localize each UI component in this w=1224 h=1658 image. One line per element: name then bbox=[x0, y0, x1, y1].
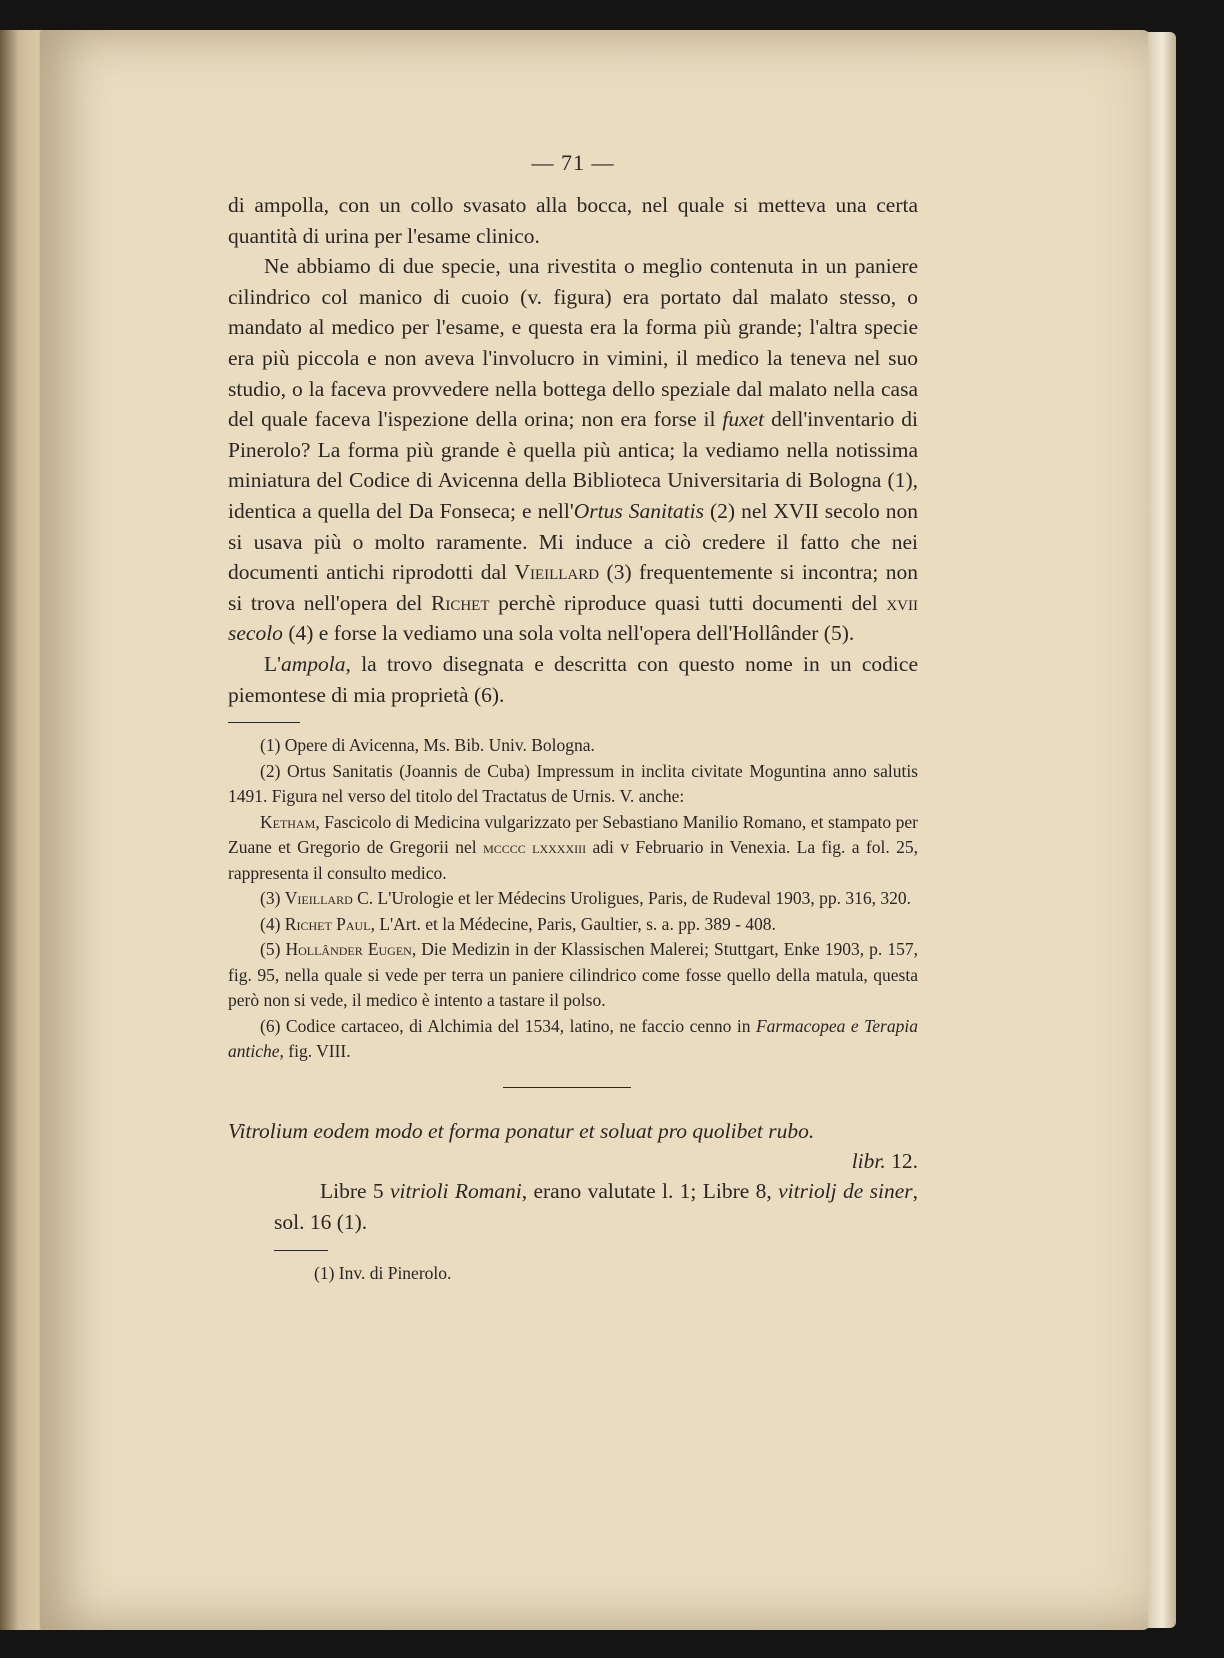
after-paragraph bbox=[228, 1176, 918, 1238]
p2-secolo: secolo bbox=[228, 621, 283, 646]
fn3-pre: (3) bbox=[260, 888, 285, 909]
p2-ortus-sanitatis: Ortus Sanitatis bbox=[573, 498, 704, 523]
after-b: , erano valutate l. 1; Libre 8, bbox=[521, 1178, 779, 1203]
fn5-pre: (5) bbox=[260, 939, 286, 960]
p2-text-b: dell'inventario di Pinerolo? La forma più grande è quella più antica; la vediamo nella notissima miniatura del Codice di Avicenna della Biblioteca Universitaria di Bologna (1), identica a quella del Da Fonseca; e nell' bbox=[228, 407, 918, 523]
after-text bbox=[228, 1176, 918, 1238]
footnote-6 bbox=[228, 1014, 918, 1065]
p2-text-e: perchè riproduce quasi tutti documenti del bbox=[489, 590, 887, 615]
footnote-1: (1) Opere di Avicenna, Ms. Bib. Univ. Bologna. bbox=[260, 735, 595, 756]
fn2b-date: mcccc lxxxxiii bbox=[483, 837, 587, 858]
quote-libr: libr. bbox=[851, 1148, 886, 1173]
page-number: — 71 — bbox=[531, 150, 615, 175]
fn4-pre: (4) bbox=[260, 913, 285, 934]
fn6-rest: , fig. VIII. bbox=[279, 1041, 351, 1062]
footnote-4 bbox=[228, 912, 918, 938]
p2-fuxet: fuxet bbox=[722, 407, 765, 432]
fn5-rest: , Die Medizin in der Klassischen Malerei; Stuttgart, Enke 1903, p. 157, fig. 95, nella quale si vede per terra un paniere cilindrico come fosse quello della matula, questa però non si vede, il medico è intento a tastare il polso. bbox=[228, 939, 918, 1011]
footnote-divider-2 bbox=[274, 1250, 328, 1251]
footnote-2: (2) Ortus Sanitatis (Joannis de Cuba) Impressum in inclita civitate Moguntina anno salutis 1491. Figura nel verso del titolo del Tractatus de Urnis. V. anche: bbox=[228, 760, 918, 807]
page-stack-edge bbox=[1148, 32, 1176, 1628]
p2-text-f: (4) e forse la vediamo una sola volta nell'opera dell'Hollânder (5). bbox=[282, 621, 855, 646]
fn4-rest: , L'Art. et la Médecine, Paris, Gaultier, s. a. pp. 389 - 408. bbox=[370, 913, 776, 934]
footnote-2b bbox=[228, 810, 918, 887]
footnotes bbox=[228, 733, 918, 1065]
after-a: Libre 5 bbox=[320, 1178, 390, 1203]
paragraph-1: di ampolla, con un collo svasato alla bocca, nel quale si metteva una certa quantità di urina per l'esame clinico. bbox=[228, 193, 918, 248]
p2-vieillard: Vieillard bbox=[514, 560, 600, 585]
footnote-last: (1) Inv. di Pinerolo. bbox=[314, 1262, 452, 1283]
latin-quote bbox=[228, 1116, 918, 1176]
section-divider bbox=[503, 1087, 631, 1088]
fn5-name: Hollânder Eugen bbox=[285, 939, 412, 960]
p2-richet: Richet bbox=[431, 590, 490, 615]
after-vitriolj: vitriolj de siner bbox=[778, 1178, 913, 1203]
after-c: , sol. 16 (1). bbox=[274, 1178, 918, 1234]
fn3-name: Vieillard bbox=[284, 888, 353, 909]
p2-text-a: Ne abbiamo di due specie, una rivestita o meglio contenuta in un paniere cilindrico col manico di cuoio (v. figura) era portato dal malato stesso, o mandato al medico per l'esame, e questa era la forma più grande; l'altra specie era più piccola e non aveva l'involucro in vimini, il medico la teneva nel suo studio, o la faceva provvedere nella bottega dello speziale dal malato nella casa del quale faceva l'ispezione della orina; non era forse il bbox=[228, 254, 918, 432]
fn6-pre: (6) Codice cartaceo, di Alchimia del 1534, latino, ne faccio cenno in bbox=[260, 1015, 756, 1036]
fn2b-rest: adi v Februario in Venexia. La fig. a fol. 25, rappresenta il consulto medico. bbox=[228, 837, 918, 883]
footnote-5 bbox=[228, 937, 918, 1014]
fn6-title: Farmacopea e Terapia antiche bbox=[228, 1015, 918, 1062]
footnote-3 bbox=[228, 886, 918, 912]
fn3-rest: C. L'Urologie et ler Médecins Uroligues, Paris, de Rudeval 1903, pp. 316, 320. bbox=[352, 888, 911, 909]
after-vitrioli: vitrioli Romani bbox=[390, 1178, 522, 1203]
p2-text-d: (3) frequentemente si incontra; non si trova nell'opera del bbox=[228, 560, 918, 615]
quote-line-1: Vitrolium eodem modo et forma ponatur et soluat pro quolibet rubo. bbox=[228, 1118, 815, 1143]
fn2b-ketham: Ketham bbox=[260, 811, 316, 832]
fn2b-text: , Fascicolo di Medicina vulgarizzato per Sebastiano Manilio Romano, et stampato per Zuane et Gregorio de Gregorii nel bbox=[228, 811, 918, 858]
quote-line-2 bbox=[228, 1146, 918, 1176]
footnote-divider bbox=[228, 722, 300, 723]
quote-num: 12. bbox=[885, 1148, 918, 1173]
paragraph-3 bbox=[228, 649, 918, 710]
p3-rest: , la trovo disegnata e descritta con questo nome in un codice piemontese di mia proprietà (6). bbox=[228, 651, 918, 707]
p2-text-c: (2) nel XVII secolo non si usava più o molto raramente. Mi induce a ciò credere il fatto che nei documenti antichi riprodotti dal bbox=[228, 498, 919, 585]
p3-pre: L' bbox=[264, 651, 282, 676]
fn4-name: Richet Paul bbox=[284, 913, 371, 934]
p2-xvii: xvii bbox=[886, 590, 918, 615]
main-text bbox=[228, 190, 918, 710]
paragraph-2 bbox=[228, 251, 918, 649]
page-content bbox=[228, 150, 918, 1286]
p3-ampola: ampola bbox=[281, 651, 346, 676]
